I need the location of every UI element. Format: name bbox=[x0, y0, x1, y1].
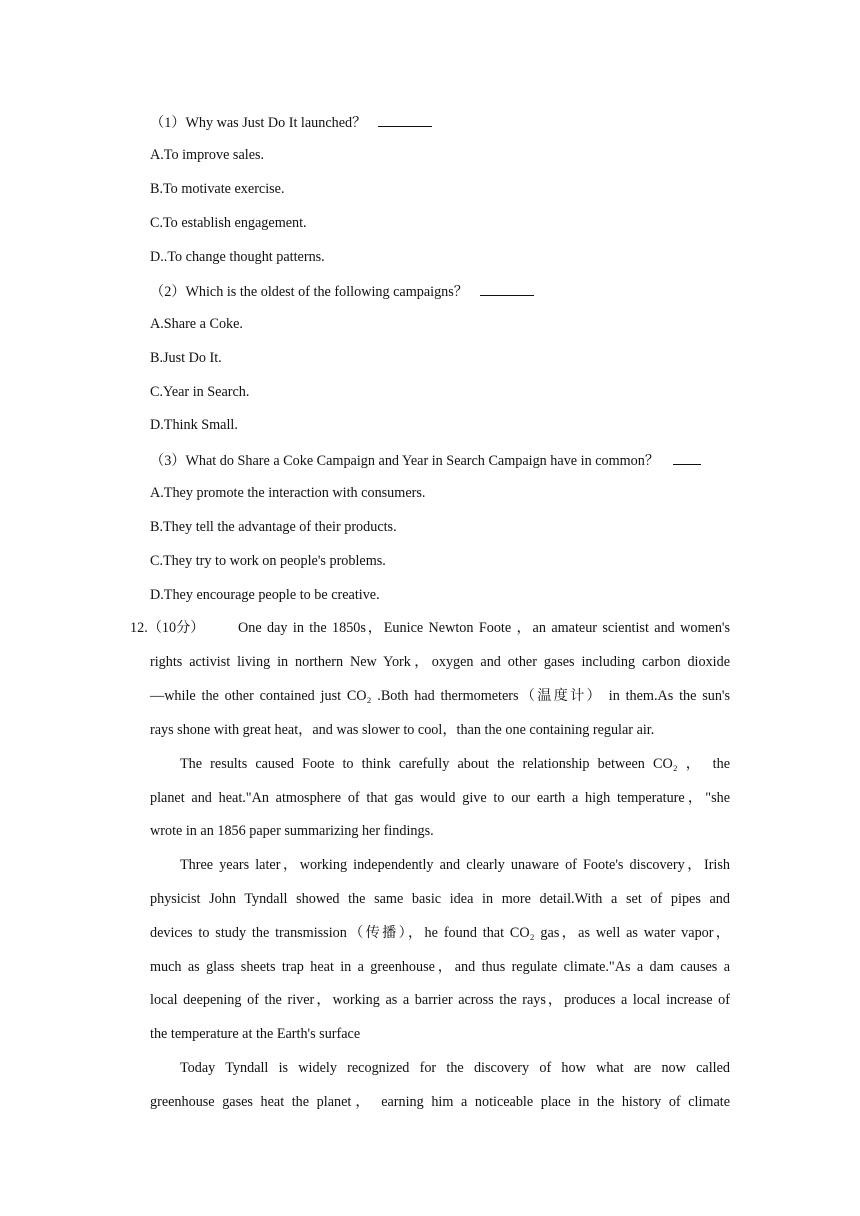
question-1-stem bbox=[150, 112, 432, 132]
passage-line: local deepening of the river，working as a barrier across the rays，produces a local increase of bbox=[150, 992, 730, 1008]
question-1-text: （1）Why was Just Do It launched？ bbox=[150, 115, 367, 131]
passage-line: —while the other contained just CO₂ .Both had thermometers（温度计） in them.As the sun's bbox=[150, 688, 730, 704]
question-3-option-c: C.They try to work on people's problems. bbox=[150, 553, 386, 569]
passage-line: rights activist living in northern New York，oxygen and other gases including carbon dioxide bbox=[150, 654, 730, 670]
passage-line: Three years later，working independently and clearly unaware of Foote's discovery，Irish bbox=[180, 857, 730, 873]
answer-blank bbox=[378, 112, 432, 127]
question-1-option-a: A.To improve sales. bbox=[150, 147, 265, 163]
question-3-option-b: B.They tell the advantage of their products. bbox=[150, 519, 397, 535]
question-3-option-d: D.They encourage people to be creative. bbox=[150, 587, 380, 603]
question-2-option-a: A.Share a Coke. bbox=[150, 316, 243, 332]
question-2-option-d: D.Think Small. bbox=[150, 417, 238, 433]
passage-line: rays shone with great heat，and was slower to cool，than the one containing regular air. bbox=[150, 722, 655, 738]
question-12-number: 12.（10分） bbox=[130, 620, 205, 636]
question-2-text: （2）Which is the oldest of the following campaigns？ bbox=[150, 284, 468, 300]
passage-line: the temperature at the Earth's surface bbox=[150, 1026, 361, 1042]
passage-line: The results caused Foote to think carefully about the relationship between CO₂ ， the bbox=[180, 756, 730, 772]
passage-line: One day in the 1850s，Eunice Newton Foote ，an amateur scientist and women's bbox=[238, 620, 730, 636]
question-2-option-c: C.Year in Search. bbox=[150, 384, 250, 400]
passage-line: wrote in an 1856 paper summarizing her findings. bbox=[150, 823, 434, 839]
question-2-stem bbox=[150, 281, 534, 301]
question-1-option-d: D..To change thought patterns. bbox=[150, 249, 325, 265]
passage-line: devices to study the transmission（传播），he found that CO₂ gas，as well as water vapor， bbox=[150, 925, 730, 941]
answer-blank bbox=[480, 281, 534, 296]
passage-line: physicist John Tyndall showed the same basic idea in more detail.With a set of pipes and bbox=[150, 891, 730, 907]
question-1-option-c: C.To establish engagement. bbox=[150, 215, 307, 231]
question-3-option-a: A.They promote the interaction with consumers. bbox=[150, 485, 426, 501]
question-3-stem bbox=[150, 450, 701, 470]
answer-blank bbox=[673, 450, 701, 465]
question-3-text: （3）What do Share a Coke Campaign and Year in Search Campaign have in common？ bbox=[150, 453, 660, 469]
question-2-option-b: B.Just Do It. bbox=[150, 350, 222, 366]
question-1-option-b: B.To motivate exercise. bbox=[150, 181, 285, 197]
passage-line: greenhouse gases heat the planet， earning him a noticeable place in the history of climate bbox=[150, 1094, 730, 1110]
passage-line: Today Tyndall is widely recognized for the discovery of how what are now called bbox=[180, 1060, 730, 1076]
passage-line: planet and heat."An atmosphere of that gas would give to our earth a high temperature，"she bbox=[150, 790, 730, 806]
passage-line: much as glass sheets trap heat in a greenhouse，and thus regulate climate."As a dam causes a bbox=[150, 959, 730, 975]
